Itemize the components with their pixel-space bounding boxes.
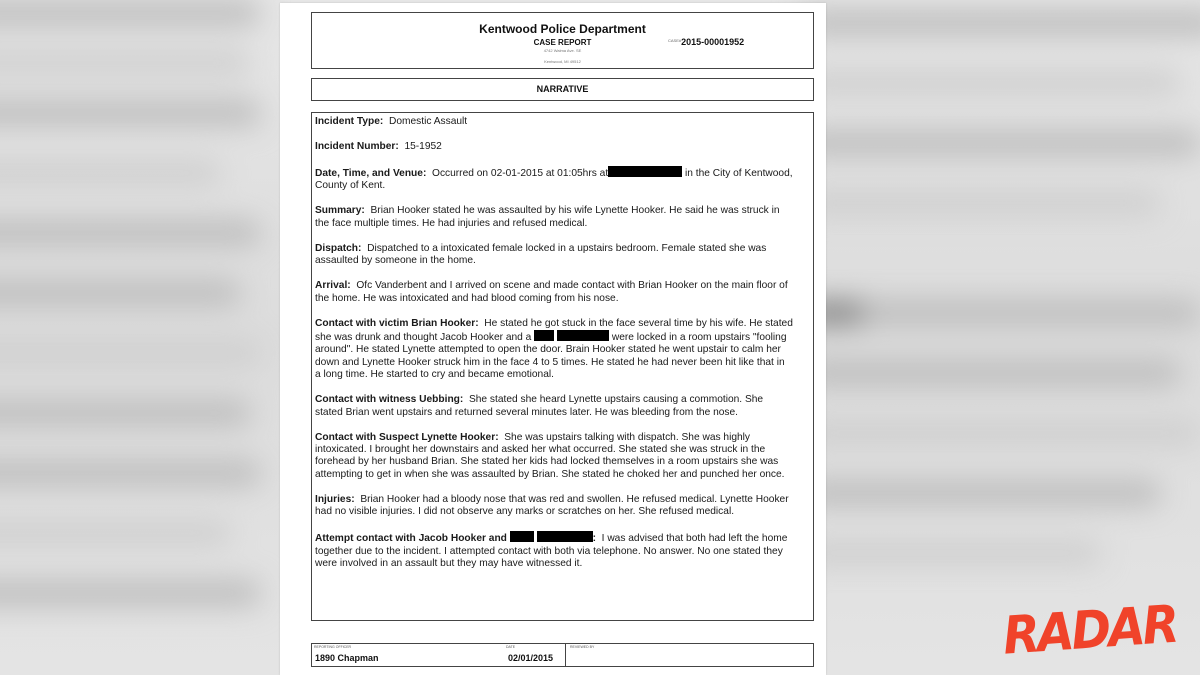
paragraph-text: Ofc Vanderbent and I arrived on scene and made contact with Brian Hooker on the main floor of the home. He was intoxicated and had blood coming from his nose. <box>315 280 788 304</box>
narrative-paragraph <box>315 280 793 305</box>
paragraph-label: Incident Number: <box>315 141 399 152</box>
paragraph-text: Brian Hooker stated he was assaulted by his wife Lynette Hooker. He said he was struck in the face multiple times. He had injuries and refused medical. <box>315 205 780 229</box>
narrative-section-header <box>311 78 814 101</box>
paragraph-text: Domestic Assault <box>388 116 468 127</box>
report-header <box>311 12 814 69</box>
officer-label: REPORTING OFFICER <box>314 645 352 649</box>
reviewed-by-label: REVIEWED BY <box>570 645 595 649</box>
date-label: DATE <box>506 645 516 649</box>
paragraph-text: 15-1952 <box>404 141 442 152</box>
case-number <box>668 37 744 47</box>
form-title: CASE REPORT <box>533 38 592 47</box>
narrative-paragraph <box>315 116 793 128</box>
case-report-page <box>280 3 826 675</box>
address-line-1: 4742 Walma Ave. SE <box>543 48 582 53</box>
narrative-paragraph <box>315 531 793 570</box>
case-number-value: 2015-00001952 <box>681 37 745 47</box>
narrative-paragraph <box>315 243 793 268</box>
paragraph-label: Arrival: <box>315 280 351 292</box>
paragraph-label: Attempt contact with Jacob Hooker and <box>315 533 507 545</box>
paragraph-text: Dispatched to a intoxicated female locked in a upstairs bedroom. Female stated she was assaulted by someone in the home. <box>315 242 767 267</box>
paragraph-text: in the City of Kentwood, County of Kent. <box>315 168 793 192</box>
section-title: NARRATIVE <box>536 84 589 94</box>
paragraph-label: Contact with Suspect Lynette Hooker: <box>315 431 499 443</box>
narrative-paragraph <box>315 432 793 482</box>
case-number-label: CASE# <box>668 38 682 43</box>
report-date: 02/01/2015 <box>507 653 553 663</box>
paragraph-label: Summary: <box>315 205 365 217</box>
paragraph-text: Occurred on 02-01-2015 at 01:05hrs at <box>432 168 609 179</box>
paragraph-text: She stated she heard Lynette upstairs causing a commotion. She stated Brian went upstairs and returned several minutes later. He was bleeding from the nose. <box>315 394 764 418</box>
paragraph-text: I was advised that both had left the home together due to the incident. I attempted contact with both via telephone. No answer. No one stated they were involved in an assault but they may have witnessed it. <box>315 533 788 570</box>
logo-text: RADAR <box>1001 594 1179 667</box>
officer-name: 1890 Chapman <box>315 653 379 663</box>
paragraph-label: Dispatch: <box>315 242 362 254</box>
redaction-bar <box>557 330 609 341</box>
redaction-bar <box>608 166 682 177</box>
narrative-body <box>311 112 814 621</box>
narrative-paragraph <box>315 166 793 193</box>
redaction-bar <box>510 531 534 542</box>
paragraph-label-end: : <box>592 533 596 545</box>
department-name: Kentwood Police Department <box>479 22 646 36</box>
narrative-paragraph <box>315 141 793 153</box>
narrative-paragraph <box>315 494 793 519</box>
paragraph-label: Injuries: <box>315 493 355 505</box>
reporting-officer-cell <box>312 644 566 666</box>
paragraph-label: Date, Time, and Venue: <box>315 168 427 179</box>
address-line-2: Kentwood, MI 49512 <box>544 59 581 64</box>
report-footer <box>311 643 814 667</box>
paragraph-label: Contact with witness Uebbing: <box>315 394 464 406</box>
paragraph-text: She was upstairs talking with dispatch. She was highly intoxicated. I brought her downstairs and asked her what occurred. She stated she was struck in the forehead by her husband Brian. She stated her kids had locked themselves in a room upstairs she was attempting to get in when she was assaulted by Brian. She stated he choked her and punched her once. <box>315 431 785 480</box>
redaction-bar <box>534 330 554 341</box>
redaction-bar <box>537 531 593 542</box>
paragraph-label: Contact with victim Brian Hooker: <box>315 317 479 329</box>
narrative-paragraph <box>315 318 793 382</box>
paragraph-text: Brian Hooker had a bloody nose that was red and swollen. He refused medical. Lynette Hooker had no visible injuries. I did not observe any marks or scratches on her. She refused medical. <box>315 493 789 518</box>
narrative-paragraph <box>315 394 793 419</box>
narrative-paragraph <box>315 205 793 230</box>
paragraph-text: He stated he got stuck in the face several time by his wife. He stated she was drunk and thought Jacob Hooker and a <box>315 317 793 344</box>
paragraph-text: were locked in a room upstairs "fooling around". He stated Lynette attempted to open the door. Brain Hooker stated he went upstair to calm her down and Lynette Hooker struck him in the face 4 to 5 times. He stated he had never been hit like that in a long time. He started to cry and became emotional. <box>315 332 787 381</box>
paragraph-label: Incident Type: <box>315 116 384 127</box>
